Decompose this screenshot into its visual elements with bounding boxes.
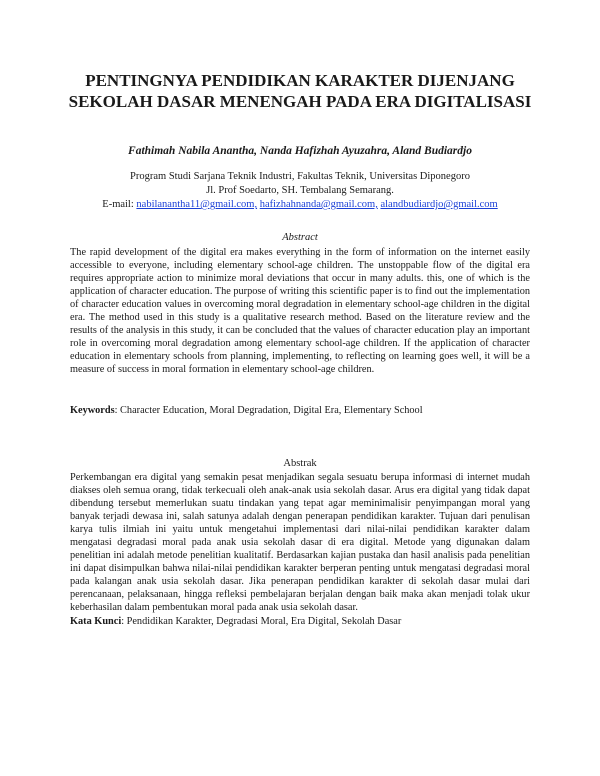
author-list: Fathimah Nabila Anantha, Nanda Hafizhah Ayuzahra, Aland Budiardjo [128,145,472,157]
email-link-1[interactable]: nabilanantha11@gmail.com, [136,199,258,210]
affiliation-line-1: Program Studi Sarjana Teknik Industri, Fakultas Teknik, Universitas Diponegoro [130,171,470,182]
keywords-label-en: Keywords [70,405,115,416]
keywords-en [70,404,540,417]
keywords-label-id: Kata Kunci [70,616,122,627]
email-label: E-mail: [102,199,134,210]
affiliation-block [40,170,560,212]
abstract-body-id: Perkembangan era digital yang semakin pesat menjadikan segala sesuatu berupa informasi di internet mudah diakses oleh semua orang, tidak terkecuali oleh anak-anak usia sekolah dasar. Arus era digital yang tidak dapat dibendung tersebut memerlukan suatu tindakan yang tepat agar meminimalisir penyimpangan moral yang banyak terjadi dewasa ini, salah satunya adalah dengan penerapan pendidikan karakter. Tujuan dari penulisan karya tulis ilmiah ini yaitu untuk mengetahui implementasi dari nilai-nilai pendidikan karakter dalam mengatasi degradasi moral pada anak usia sekolah dasar di era digital. Metode yang digunakan dalam penelitian ini adalah metode penelitian kualitatif. Berdasarkan kajian pustaka dan hasil analisis pada penelitian ini dapat disimpulkan bahwa nilai-nilai pendidikan karakter berperan penting untuk mengatasi degradasi moral pada kalangan anak usia sekolah dasar. Jika penerapan pendidikan karakter di sekolah dasar mulai dari perencanaan, pelaksanaan, hingga refleksi pembelajaran berjalan dengan baik maka akan menjadi tolak ukur keberhasilan dalam pembentukan moral pada anak usia sekolah dasar. [70,472,530,613]
abstract-body-en: The rapid development of the digital era makes everything in the form of information on the internet easily accessible to everyone, including elementary school-age children. The unstoppable flow of the digital era requires appropriate action to minimize moral deviations that occur in many adults. this, one of which is the application of character education. The purpose of writing this scientific paper is to find out the implementation of character education values in overcoming moral degradation in elementary school-age children in the digital era. The method used in this study is a qualitative research method. Based on the literature review and the results of the analysis in this study, it can be concluded that the values of character education play an important role in overcoming moral degradation among elementary school-age children. If the application of character education in elementary schools from planning, implementing, to reflecting on learning goes well, it will be a measure of success in moral formation in elementary school-age children. [70,247,530,375]
email-link-2[interactable]: hafizhahnanda@gmail.com, [259,199,378,210]
abstract-heading-en: Abstract [282,232,318,243]
keywords-text-id: : Pendidikan Karakter, Degradasi Moral, Era Digital, Sekolah Dasar [121,616,402,627]
keywords-id [70,615,540,628]
keywords-text-en: : Character Education, Moral Degradation, Digital Era, Elementary School [114,405,423,416]
abstract-heading-id: Abstrak [283,458,317,469]
email-link-3[interactable]: alandbudiardjo@gmail.com [380,199,498,210]
affiliation-line-2: Jl. Prof Soedarto, SH. Tembalang Semarang. [206,185,394,196]
email-line [40,198,560,212]
paper-title: PENTINGNYA PENDIDIKAN KARAKTER DIJENJANG SEKOLAH DASAR MENENGAH PADA ERA DIGITALISASI [68,71,532,111]
